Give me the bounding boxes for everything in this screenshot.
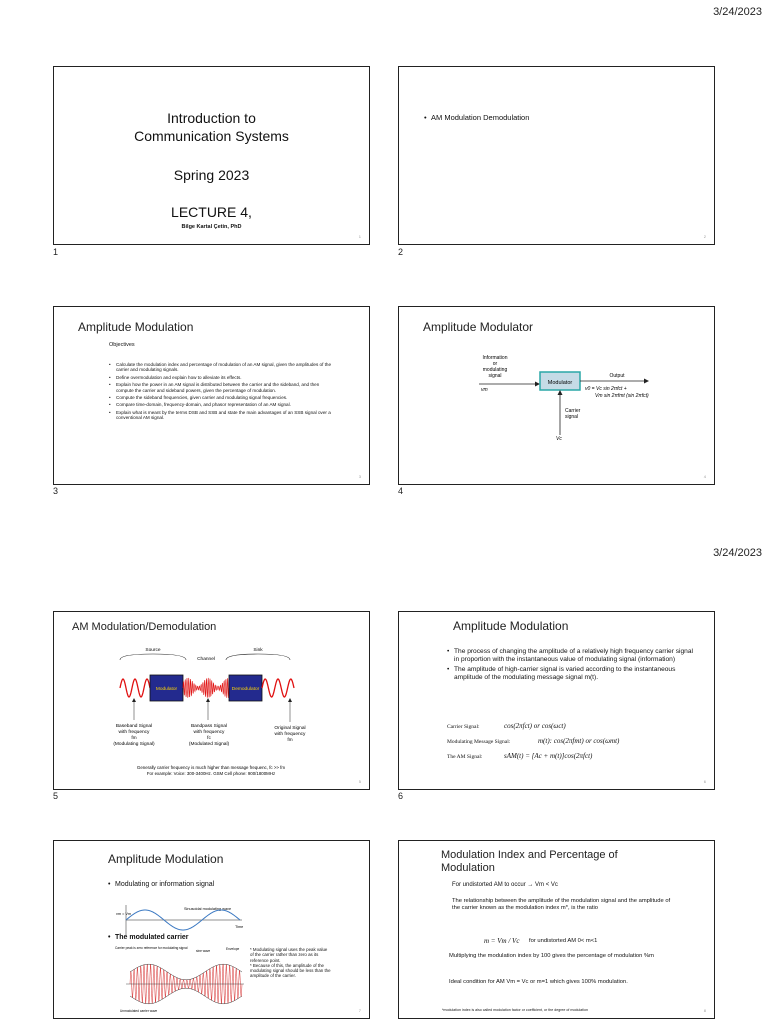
slide-3-bullet: • Explain how the power in an AM signal is distributed between the carrier and the sideband, and then compute the carrier and sideband powers, given the percentage of modulation. xyxy=(109,382,334,393)
am-signal-label: The AM Signal: xyxy=(447,754,483,760)
bandpass-wave xyxy=(183,678,229,698)
demodulator-label: Demodulator xyxy=(231,687,260,692)
slide-7-page-mark: 7 xyxy=(358,1008,361,1013)
carrier-label-line1: Carrier xyxy=(565,408,581,414)
slide-8-line-1: For undistorted AM to occur → Vm < Vc xyxy=(452,882,558,888)
sink-brace xyxy=(226,654,290,660)
slide-2-number: 2 xyxy=(398,247,404,257)
slide-7-note-2: * Because of this, the amplitude of the modulating signal should be less than the amplitude of the carrier. xyxy=(250,962,331,979)
slide-8-line-2: The relationship between the amplitude of the modulation signal and the amplitude of the carrier known as the modulation index m*, is the ratio xyxy=(452,898,671,911)
caption-2-line: with frequency xyxy=(193,730,225,735)
slide-6-bullet-2: • The amplitude of high-carrier signal is varied according to the instantaneous amplitude of the modulating message signal m(t). xyxy=(447,666,697,682)
slide-8-line-3: Multiplying the modulation index by 100 gives the percentage of modulation %m xyxy=(449,953,654,959)
slide-1[interactable] xyxy=(53,66,370,245)
slide-1-author: Bilge Kartal Çetin, PhD xyxy=(181,224,242,230)
slide-8-title-line1: Modulation Index and Percentage of xyxy=(441,849,618,861)
caption-3-line: with frequency xyxy=(274,732,306,737)
source-label: Source xyxy=(145,648,161,653)
slide-6[interactable] xyxy=(398,611,715,790)
caption-1-line: Baseband Signal xyxy=(115,724,153,729)
caption-2-line: Bandpass Signal xyxy=(190,724,228,729)
slide-8[interactable] xyxy=(398,840,715,1019)
time-label: Time xyxy=(235,925,244,929)
slide-7-bullet-2: • The modulated carrier xyxy=(108,934,189,941)
slide-3-page-mark: 3 xyxy=(358,474,361,479)
slide-1-title-line1: Introduction to xyxy=(167,110,256,126)
slide-3-bullet: • Compute the sideband frequencies, given carrier and modulating signal frequencies. xyxy=(109,395,334,400)
slide-4[interactable] xyxy=(398,306,715,485)
slide-3-objectives-list xyxy=(109,362,334,423)
caption-1-line: (Modulating Signal) xyxy=(113,742,155,747)
unmodulated-label: Unmodulated carrier wave xyxy=(120,1009,158,1013)
output-equation-line2: Vm sin 2πfmt (sin 2πfct) xyxy=(595,393,649,399)
slide-3-bullet: • Explain what is meant by the terms DSB and SSB and state the main advantages of an SSB signal over a conventional AM signal. xyxy=(109,410,334,421)
slide-7-note-1: * Modulating signal uses the peak value of the carrier rather than zero as its reference point. xyxy=(250,947,328,963)
slide-5-note-1: Generally carrier frequency is much higher than message frequenc, fc >> fm xyxy=(136,765,286,770)
carrier-signal-eq: cos(2πfct) or cos(ωct) xyxy=(504,722,566,730)
slide-5-number: 5 xyxy=(53,791,59,801)
modulation-index-condition: for undistorted AM 0< m<1 xyxy=(529,938,598,944)
output-label: Output xyxy=(609,373,625,379)
caption-1-line: with frequency xyxy=(118,730,150,735)
input-label-line3: modulating xyxy=(482,367,508,373)
input-label-line4: signal xyxy=(488,373,502,379)
slide-1-lecture: LECTURE 4, xyxy=(171,204,252,220)
slide-7-title: Amplitude Modulation xyxy=(108,852,224,866)
slide-5-page-mark: 5 xyxy=(358,779,361,784)
slide-2-bullet: • AM Modulation Demodulation xyxy=(424,113,529,122)
envelope-label: Envelope xyxy=(226,947,240,951)
caption-2-line: fc xyxy=(207,736,211,741)
page-date-top: 3/24/2023 xyxy=(713,6,762,18)
baseband-wave-right xyxy=(262,679,294,697)
slide-5-note-2: For example: Voice: 300-3400Hz. GSM Cell phone: 900/1800MHz xyxy=(146,771,276,776)
slide-5[interactable] xyxy=(53,611,370,790)
amplitude-modulator-diagram xyxy=(399,307,714,484)
message-signal-eq: m(t): cos(2πfmt) or cos(ωmt) xyxy=(538,737,620,745)
slide-1-title-line2: Communication Systems xyxy=(134,128,289,144)
slide-2[interactable] xyxy=(398,66,715,245)
slide-7[interactable] xyxy=(53,840,370,1019)
slide-6-bullet-1: • The process of changing the amplitude of a relatively high frequency carrier signal in proportion with the instantaneous value of modulating signal (information) xyxy=(447,648,697,664)
slide-5-title: AM Modulation/Demodulation xyxy=(72,621,217,633)
modulator-label: Modulator xyxy=(155,687,178,692)
slide-1-page-mark: 1 xyxy=(358,234,361,239)
caption-3-line: fm xyxy=(287,738,293,743)
vc-label: Vc xyxy=(556,436,562,442)
slide-8-page-mark: 8 xyxy=(703,1008,706,1013)
modulation-index-formula: m = Vm / Vc xyxy=(484,937,520,945)
slide-8-line-4: Ideal condition for AM Vm = Vc or m=1 which gives 100% modulation. xyxy=(449,979,628,985)
channel-label: Channel xyxy=(197,657,215,662)
vm-axis-label: vm = Vm xyxy=(116,912,132,916)
slide-1-number: 1 xyxy=(53,247,59,257)
slide-4-page-mark: 4 xyxy=(703,474,706,479)
slide-8-footnote: *modulation index is also called modulation factor or coefficient, or the degree of modulation xyxy=(442,1008,588,1012)
slide-8-title-line2: Modulation xyxy=(441,862,495,874)
page-date-middle: 3/24/2023 xyxy=(713,547,762,559)
slide-7-bullet-1: • Modulating or information signal xyxy=(108,881,214,888)
am-signal-eq: sAM(t) = [Ac + m(t)]cos(2πfct) xyxy=(504,752,593,760)
slide-6-title: Amplitude Modulation xyxy=(453,619,569,633)
slide-7-notes xyxy=(250,947,332,979)
message-signal-label: Modulating Message Signal: xyxy=(447,739,511,745)
slide-8-title xyxy=(441,849,618,875)
slide-4-number: 4 xyxy=(398,486,404,496)
sinusoid-label: Sinusoidal modulating wave xyxy=(184,907,232,911)
carrier-signal-label: Carrier Signal: xyxy=(447,724,480,730)
sink-label: Sink xyxy=(253,648,263,653)
slide-3-bullet: • Compare time-domain, frequency-domain, and phasor representation of an AM signal. xyxy=(109,402,334,407)
modulator-label: Modulator xyxy=(547,380,573,386)
slide-6-page-mark: 6 xyxy=(703,779,706,784)
sine-wave-label: sine wave xyxy=(196,949,211,953)
slide-4-title: Amplitude Modulator xyxy=(423,320,534,334)
input-label-line1: Information xyxy=(482,355,508,361)
baseband-wave-left xyxy=(120,679,150,697)
carrier-label-line2: signal xyxy=(565,414,579,420)
slide-3-bullet: • Define overmodulation and explain how to alleviate its effects. xyxy=(109,375,334,380)
slide-2-page-mark: 2 xyxy=(703,234,706,239)
carrier-peak-label: Carrier peak is zero reference for modulating signal xyxy=(115,946,188,950)
modulating-signal-plot xyxy=(54,841,369,1018)
caption-2-line: (Modulated Signal) xyxy=(188,742,230,747)
source-brace xyxy=(120,654,186,660)
caption-1-line: fm xyxy=(131,736,137,741)
vm-label: vm xyxy=(481,387,488,393)
caption-3-line: Original Signal xyxy=(274,726,306,731)
slide-3-bullet: • Calculate the modulation index and percentage of modulation of an AM signal, given the amplitudes of the carrier and modulating signals. xyxy=(109,362,334,373)
output-equation-line1: v0 = Vc sin 2πfct + xyxy=(585,386,627,392)
slide-3[interactable] xyxy=(53,306,370,485)
input-label-line2: or xyxy=(492,361,498,367)
slide-1-term: Spring 2023 xyxy=(173,167,250,183)
slide-3-number: 3 xyxy=(53,486,59,496)
slide-3-subtitle: Objectives xyxy=(109,342,135,348)
slide-3-title: Amplitude Modulation xyxy=(78,320,194,334)
am-modem-diagram xyxy=(54,612,369,789)
slide-6-number: 6 xyxy=(398,791,404,801)
